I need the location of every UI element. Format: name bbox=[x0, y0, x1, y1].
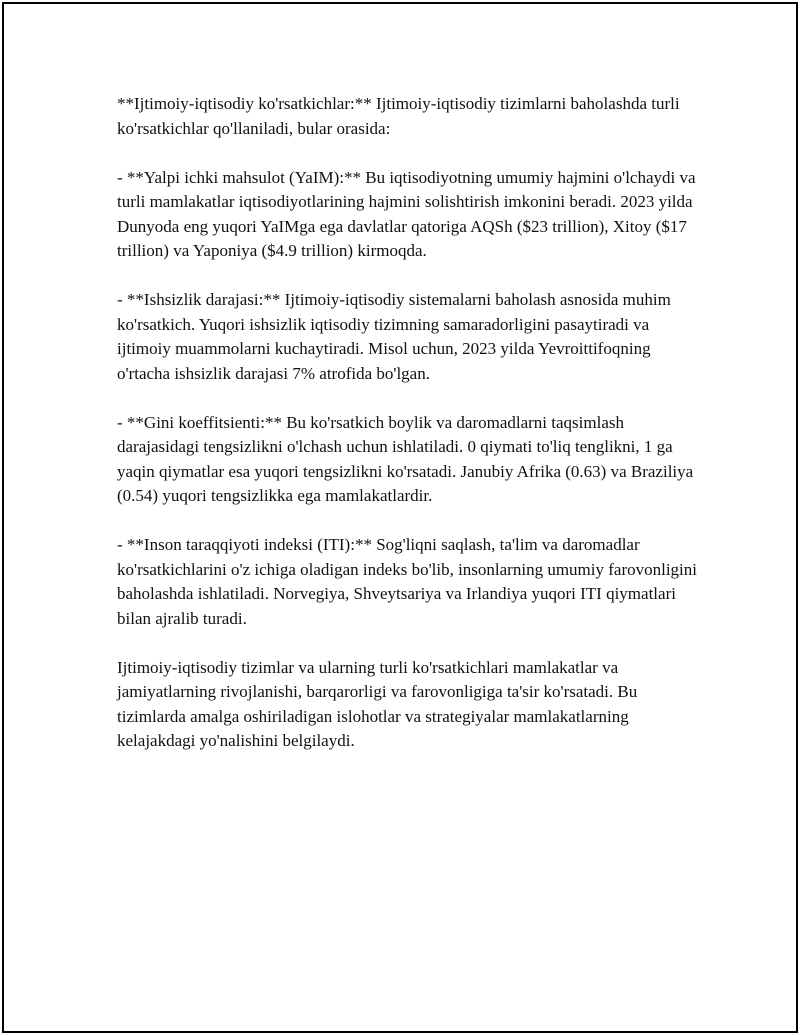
paragraph-unemployment: - **Ishsizlik darajasi:** Ijtimoiy-iqtisodiy sistemalarni baholash asnosida muhim ko'rsatkich. Yuqori ishsizlik iqtisodiy tizimning samaradorligini pasaytiradi va ijtimoiy muammolarni kuchaytiradi. Misol uchun, 2023 yilda Yevroittifoqning o'rtacha ishsizlik darajasi 7% atrofida bo'lgan. bbox=[117, 290, 671, 383]
paragraph-hdi: - **Inson taraqqiyoti indeksi (ITI):** Sog'liqni saqlash, ta'lim va daromadlar ko'rsatkichlarini o'z ichiga oladigan indeks bo'lib, insonlarning umumiy farovonligini baholashda ishlatiladi. Norvegiya, Shveytsariya va Irlandiya yuqori ITI qiymatlari bilan ajralib turadi. bbox=[117, 535, 698, 628]
paragraph-gdp: - **Yalpi ichki mahsulot (YaIM):** Bu iqtisodiyotning umumiy hajmini o'lchaydi va turli mamlakatlar iqtisodiyotlarining hajmini solishtirish imkonini beradi. 2023 yilda Dunyoda eng yuqori YaIMga ega davlatlar qatoriga AQSh ($23 trillion), Xitoy ($17 trillion) va Yaponiya ($4.9 trillion) kirmoqda. bbox=[117, 167, 696, 260]
paragraph-gini: - **Gini koeffitsienti:** Bu ko'rsatkich boylik va daromadlarni taqsimlash darajasidagi tengsizlikni o'lchash uchun ishlatiladi. 0 qiymati to'liq tenglikni, 1 ga yaqin qiymatlar esa yuqori tengsizlikni ko'rsatadi. Janubiy Afrika (0.63) va Braziliya (0.54) yuqori tengsizlikka ega mamlakatlardir. bbox=[117, 412, 694, 505]
paragraph-conclusion: Ijtimoiy-iqtisodiy tizimlar va ularning turli ko'rsatkichlari mamlakatlar va jamiyatlarning rivojlanishi, barqarorligi va farovonligiga ta'sir ko'rsatadi. Bu tizimlarda amalga oshiriladigan islohotlar va strategiyalar mamlakatlarning kelajakdagi yo'nalishini belgilaydi. bbox=[117, 657, 638, 750]
document-body bbox=[117, 92, 697, 778]
paragraph-intro: **Ijtimoiy-iqtisodiy ko'rsatkichlar:** Ijtimoiy-iqtisodiy tizimlarni baholashda turli ko'rsatkichlar qo'llaniladi, bular orasida: bbox=[117, 94, 680, 138]
